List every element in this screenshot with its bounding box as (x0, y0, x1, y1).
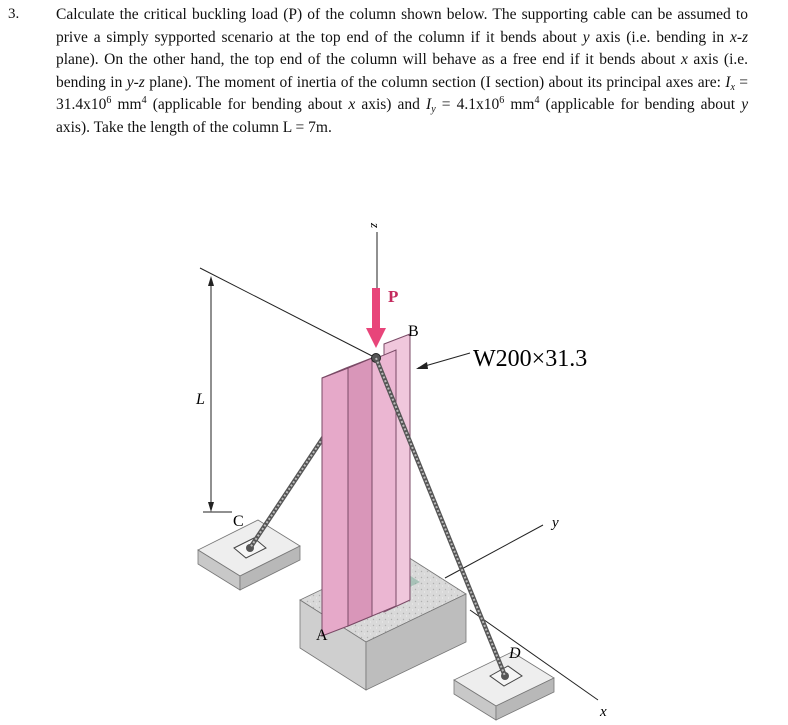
label-z: z (368, 223, 383, 229)
label-p: P (388, 287, 399, 306)
w-column (322, 334, 410, 636)
label-a: A (316, 627, 328, 644)
foundation-d (454, 652, 554, 720)
l-dim-arrow-bottom (208, 502, 214, 512)
l-top-extension (200, 268, 376, 358)
p-arrow-shaft (372, 288, 380, 330)
label-l: L (196, 391, 205, 408)
question-text: Calculate the critical buckling load (P) of the column shown below. The supporting cable can be assumed to prive a simply sypported scenario at the top end of the column if it bends about y axis (i.e. bending in x-z plane). On the other hand, the top end of the column will behave as a free end if it bends about x axis (i.e. bending in y-z plane). The moment of inertia of the column section (I section) about its principal axes are: $I_x = 31.4x10^6$ $mm^4$ (applicable for bending about x axis) and $I_y = 4.1x10^6$ $mm^4$ (applicable for bending about y axis). Take the length of the column L = 7m. (56, 6, 749, 136)
foundation-c (198, 520, 300, 590)
question-number: 3. (8, 6, 20, 22)
label-b: B (408, 323, 419, 340)
label-d: D (509, 645, 521, 662)
label-y: y (552, 515, 559, 531)
section-label: W200×31.3 (473, 346, 588, 372)
section-leader-arrow (416, 362, 428, 369)
label-c: C (233, 513, 244, 530)
p-arrow-head (366, 328, 386, 348)
label-x: x (600, 704, 607, 720)
l-dim-arrow-top (208, 276, 214, 286)
